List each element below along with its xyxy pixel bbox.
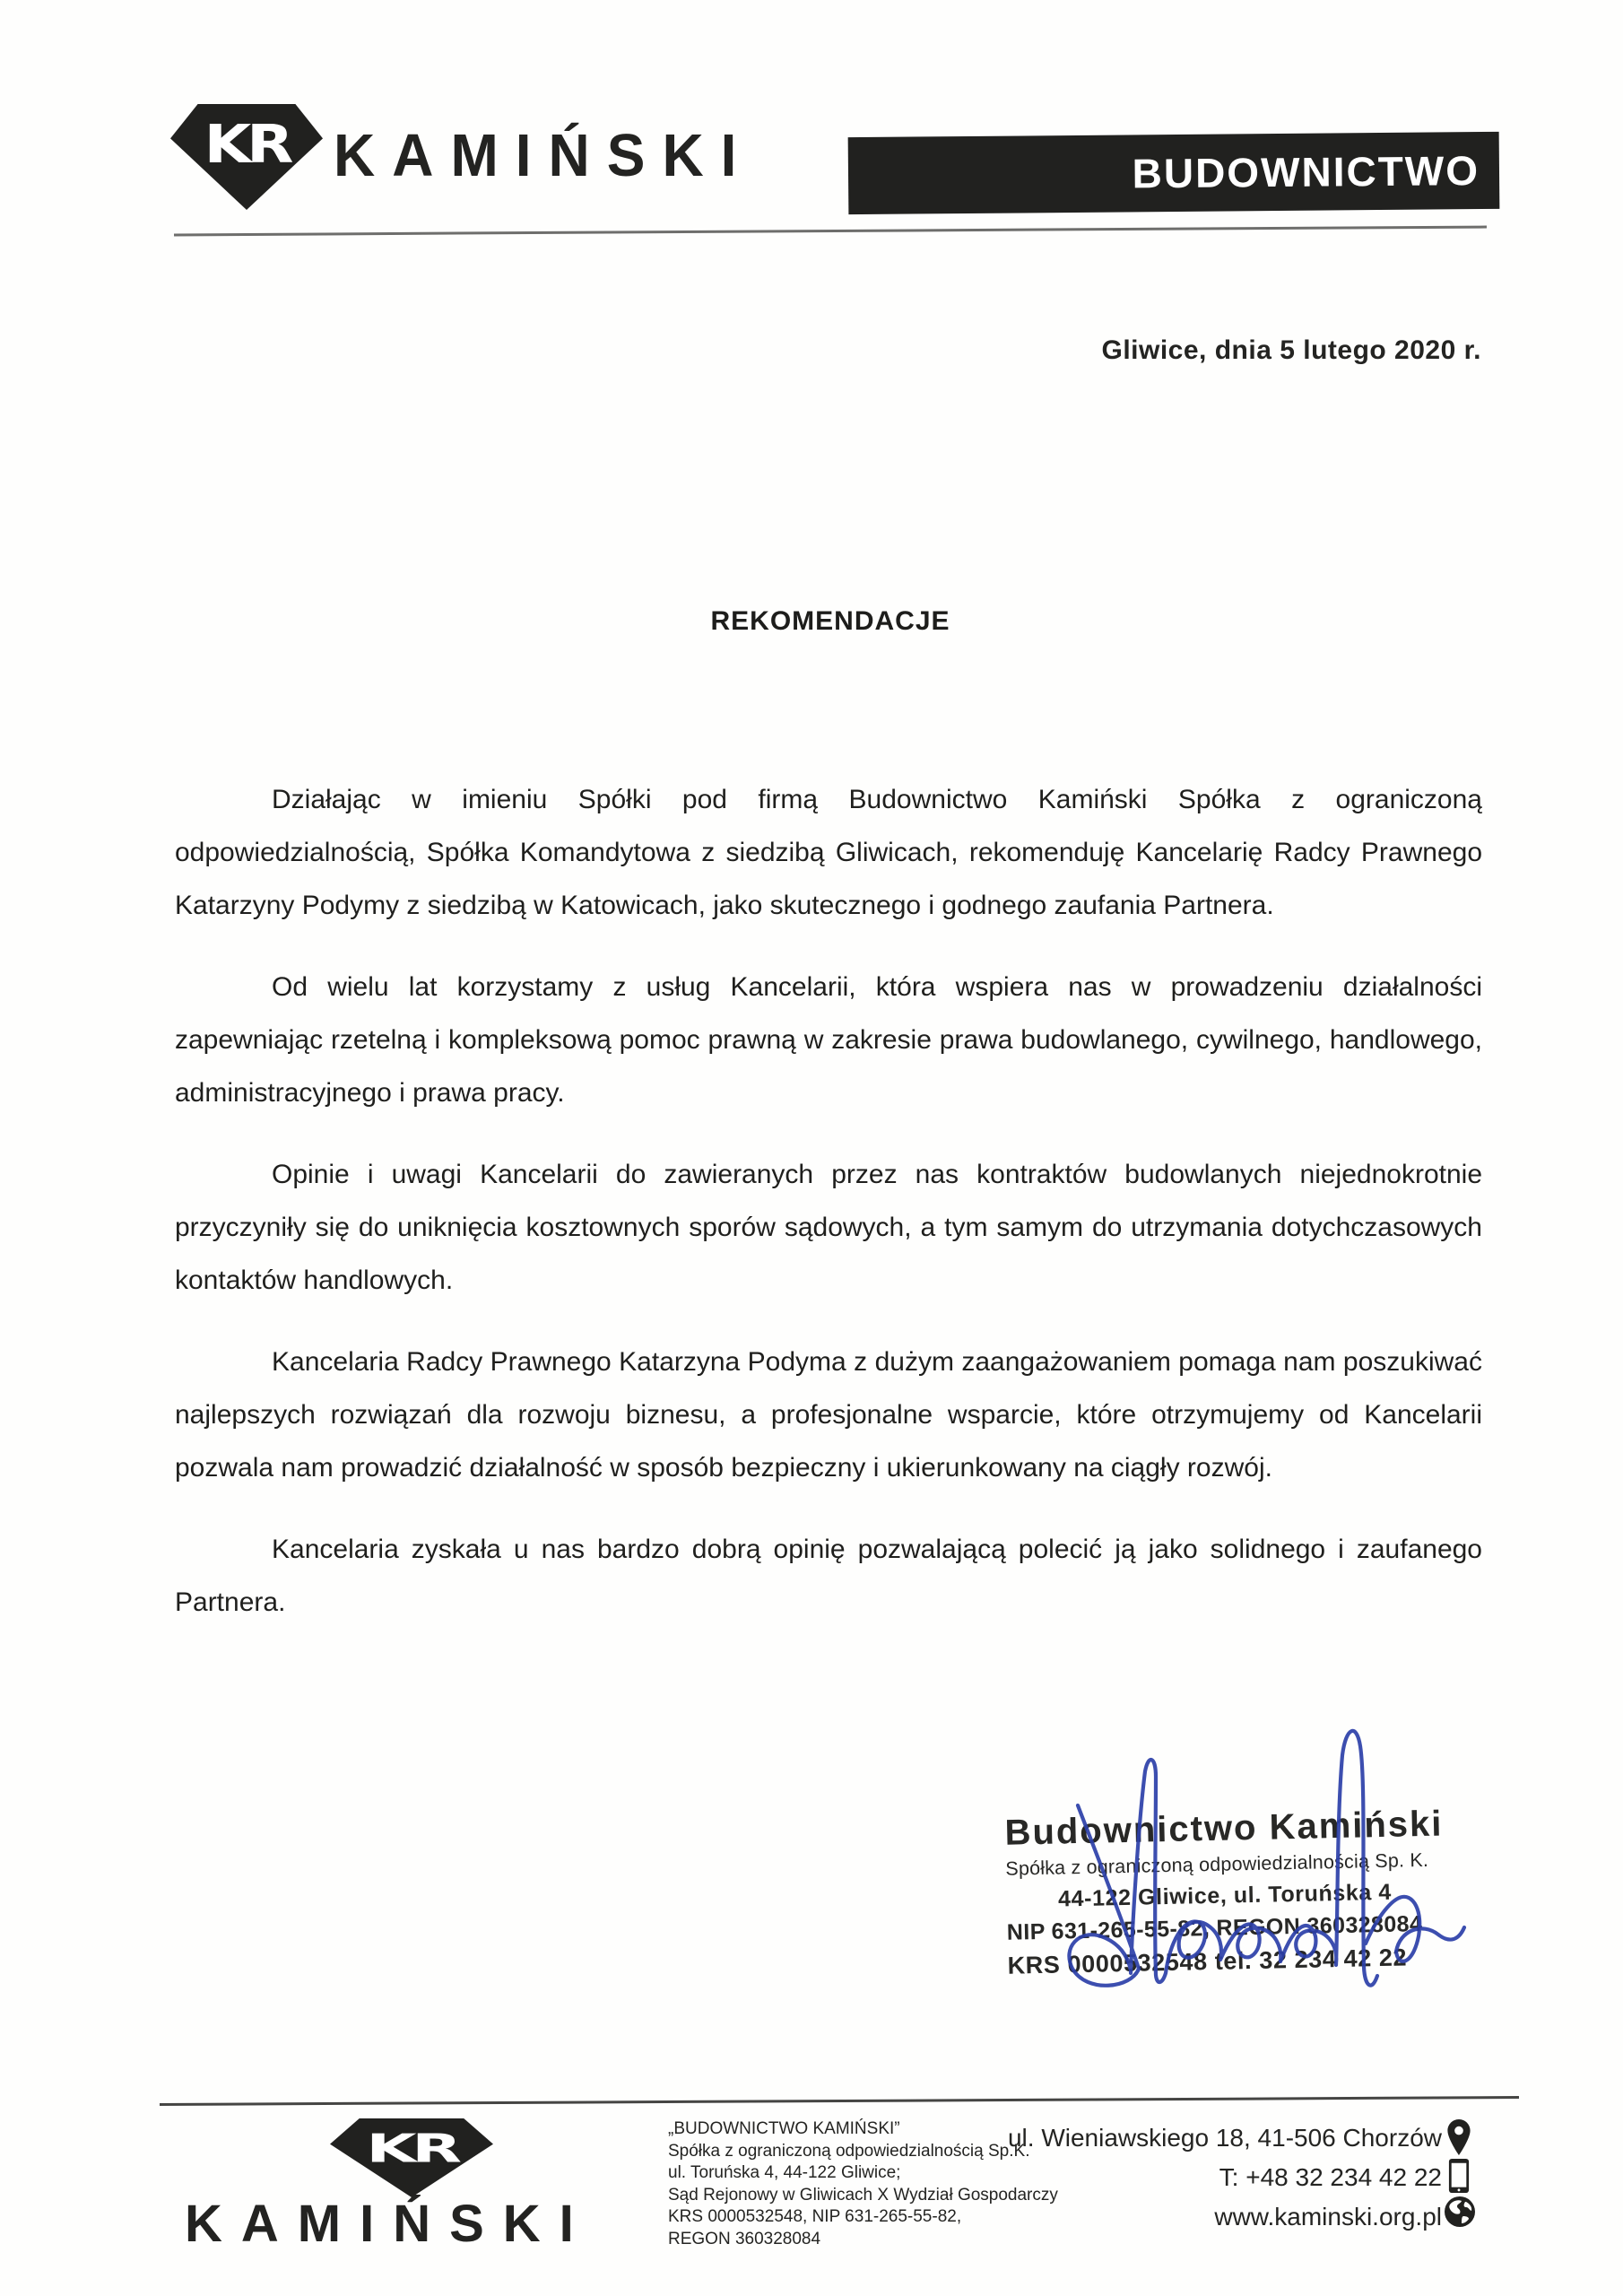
division-banner [848, 132, 1500, 214]
svg-text:KR: KR [366, 2126, 457, 2172]
paragraph-5: Kancelaria zyskała u nas bardzo dobrą opinię pozwalającą polecić ją jako solidnego i zaufanego Partnera. [175, 1535, 1482, 1617]
company-address-line: ul. Toruńska 4, 44-122 Gliwice; [668, 2163, 901, 2182]
location-pin-icon [1445, 2119, 1472, 2155]
company-details [668, 2118, 1058, 2250]
company-name-line: „BUDOWNICTWO KAMIŃSKI” [668, 2119, 900, 2138]
stamp-nip-regon: NIP 631-265-55-82, REGON 360328084 [1006, 1911, 1423, 1945]
stamp-address: 44-122 Gliwice, ul. Toruńska 4 [1057, 1879, 1393, 1912]
brand-wordmark: KAMIŃSKI [185, 2195, 593, 2253]
kr-logo-icon [170, 104, 323, 210]
company-court-line: Sąd Rejonowy w Gliwicach X Wydział Gospodarczy [668, 2185, 1058, 2205]
kr-logo-icon [330, 2118, 493, 2197]
paragraph-3: Opinie i uwagi Kancelarii do zawieranych przez nas kontraktów budowlanych niejednokrotnie przyczyniły się do uniknięcia kosztownych sporów sądowych, a tym samym do utrzymania dotychczasowych kontaktów handlowych. [175, 1160, 1482, 1295]
contact-website: www.kaminski.org.pl [1214, 2203, 1442, 2231]
svg-text:KR: KR [204, 114, 290, 176]
stamp-legal-form: Spółka z ograniczoną odpowiedzialnością Sp. K. [1005, 1848, 1429, 1880]
dateline: Gliwice, dnia 5 lutego 2020 r. [1101, 335, 1481, 365]
company-regon-line: REGON 360328084 [668, 2229, 821, 2248]
globe-icon [1445, 2196, 1475, 2227]
banner-label: BUDOWNICTWO [1132, 147, 1480, 197]
header-rule [174, 226, 1487, 237]
brand-wordmark: KAMIŃSKI [334, 121, 754, 189]
contact-address: ul. Wieniawskiego 18, 41-506 Chorzów [1007, 2124, 1442, 2152]
letter-title: REKOMENDACJE [710, 606, 950, 636]
paragraph-2: Od wielu lat korzystamy z usług Kancelarii, która wspiera nas w prowadzeniu działalności zapewniając rzetelną i kompleksową pomoc prawną w zakresie prawa budowlanego, cywilnego, handlowego, administracyjnego i prawa pracy. [175, 972, 1482, 1108]
footer-rule [160, 2096, 1519, 2106]
stamp-krs-tel: KRS 0000532548 tel. 32 234 42 22 [1007, 1944, 1408, 1979]
stamp-company-name: Budownictwo Kamiński [1004, 1804, 1444, 1853]
phone-icon [1447, 2159, 1471, 2193]
letter-body [175, 773, 1482, 1657]
paragraph-1: Działając w imieniu Spółki pod firmą Budownictwo Kamiński Spółka z ograniczoną odpowiedzialnością, Spółka Komandytowa z siedzibą Gliwicach, rekomenduję Kancelarię Radcy Prawnego Katarzyny Podymy z siedzibą w Katowicach, jako skutecznego i godnego zaufania Partnera. [175, 785, 1482, 920]
company-krs-nip-line: KRS 0000532548, NIP 631-265-55-82, [668, 2207, 962, 2226]
company-legal-line: Spółka z ograniczoną odpowiedzialnością Sp.K. [668, 2141, 1030, 2161]
paragraph-4: Kancelaria Radcy Prawnego Katarzyna Podyma z dużym zaangażowaniem pomaga nam poszukiwać najlepszych rozwiązań dla rozwoju biznesu, a profesjonalne wsparcie, które otrzymujemy od Kancelarii pozwala nam prowadzić działalność w sposób bezpieczny i ukierunkowany na ciągły rozwój. [175, 1347, 1482, 1483]
handwritten-signature [1022, 1700, 1524, 2009]
contact-phone: T: +48 32 234 42 22 [1219, 2163, 1442, 2191]
